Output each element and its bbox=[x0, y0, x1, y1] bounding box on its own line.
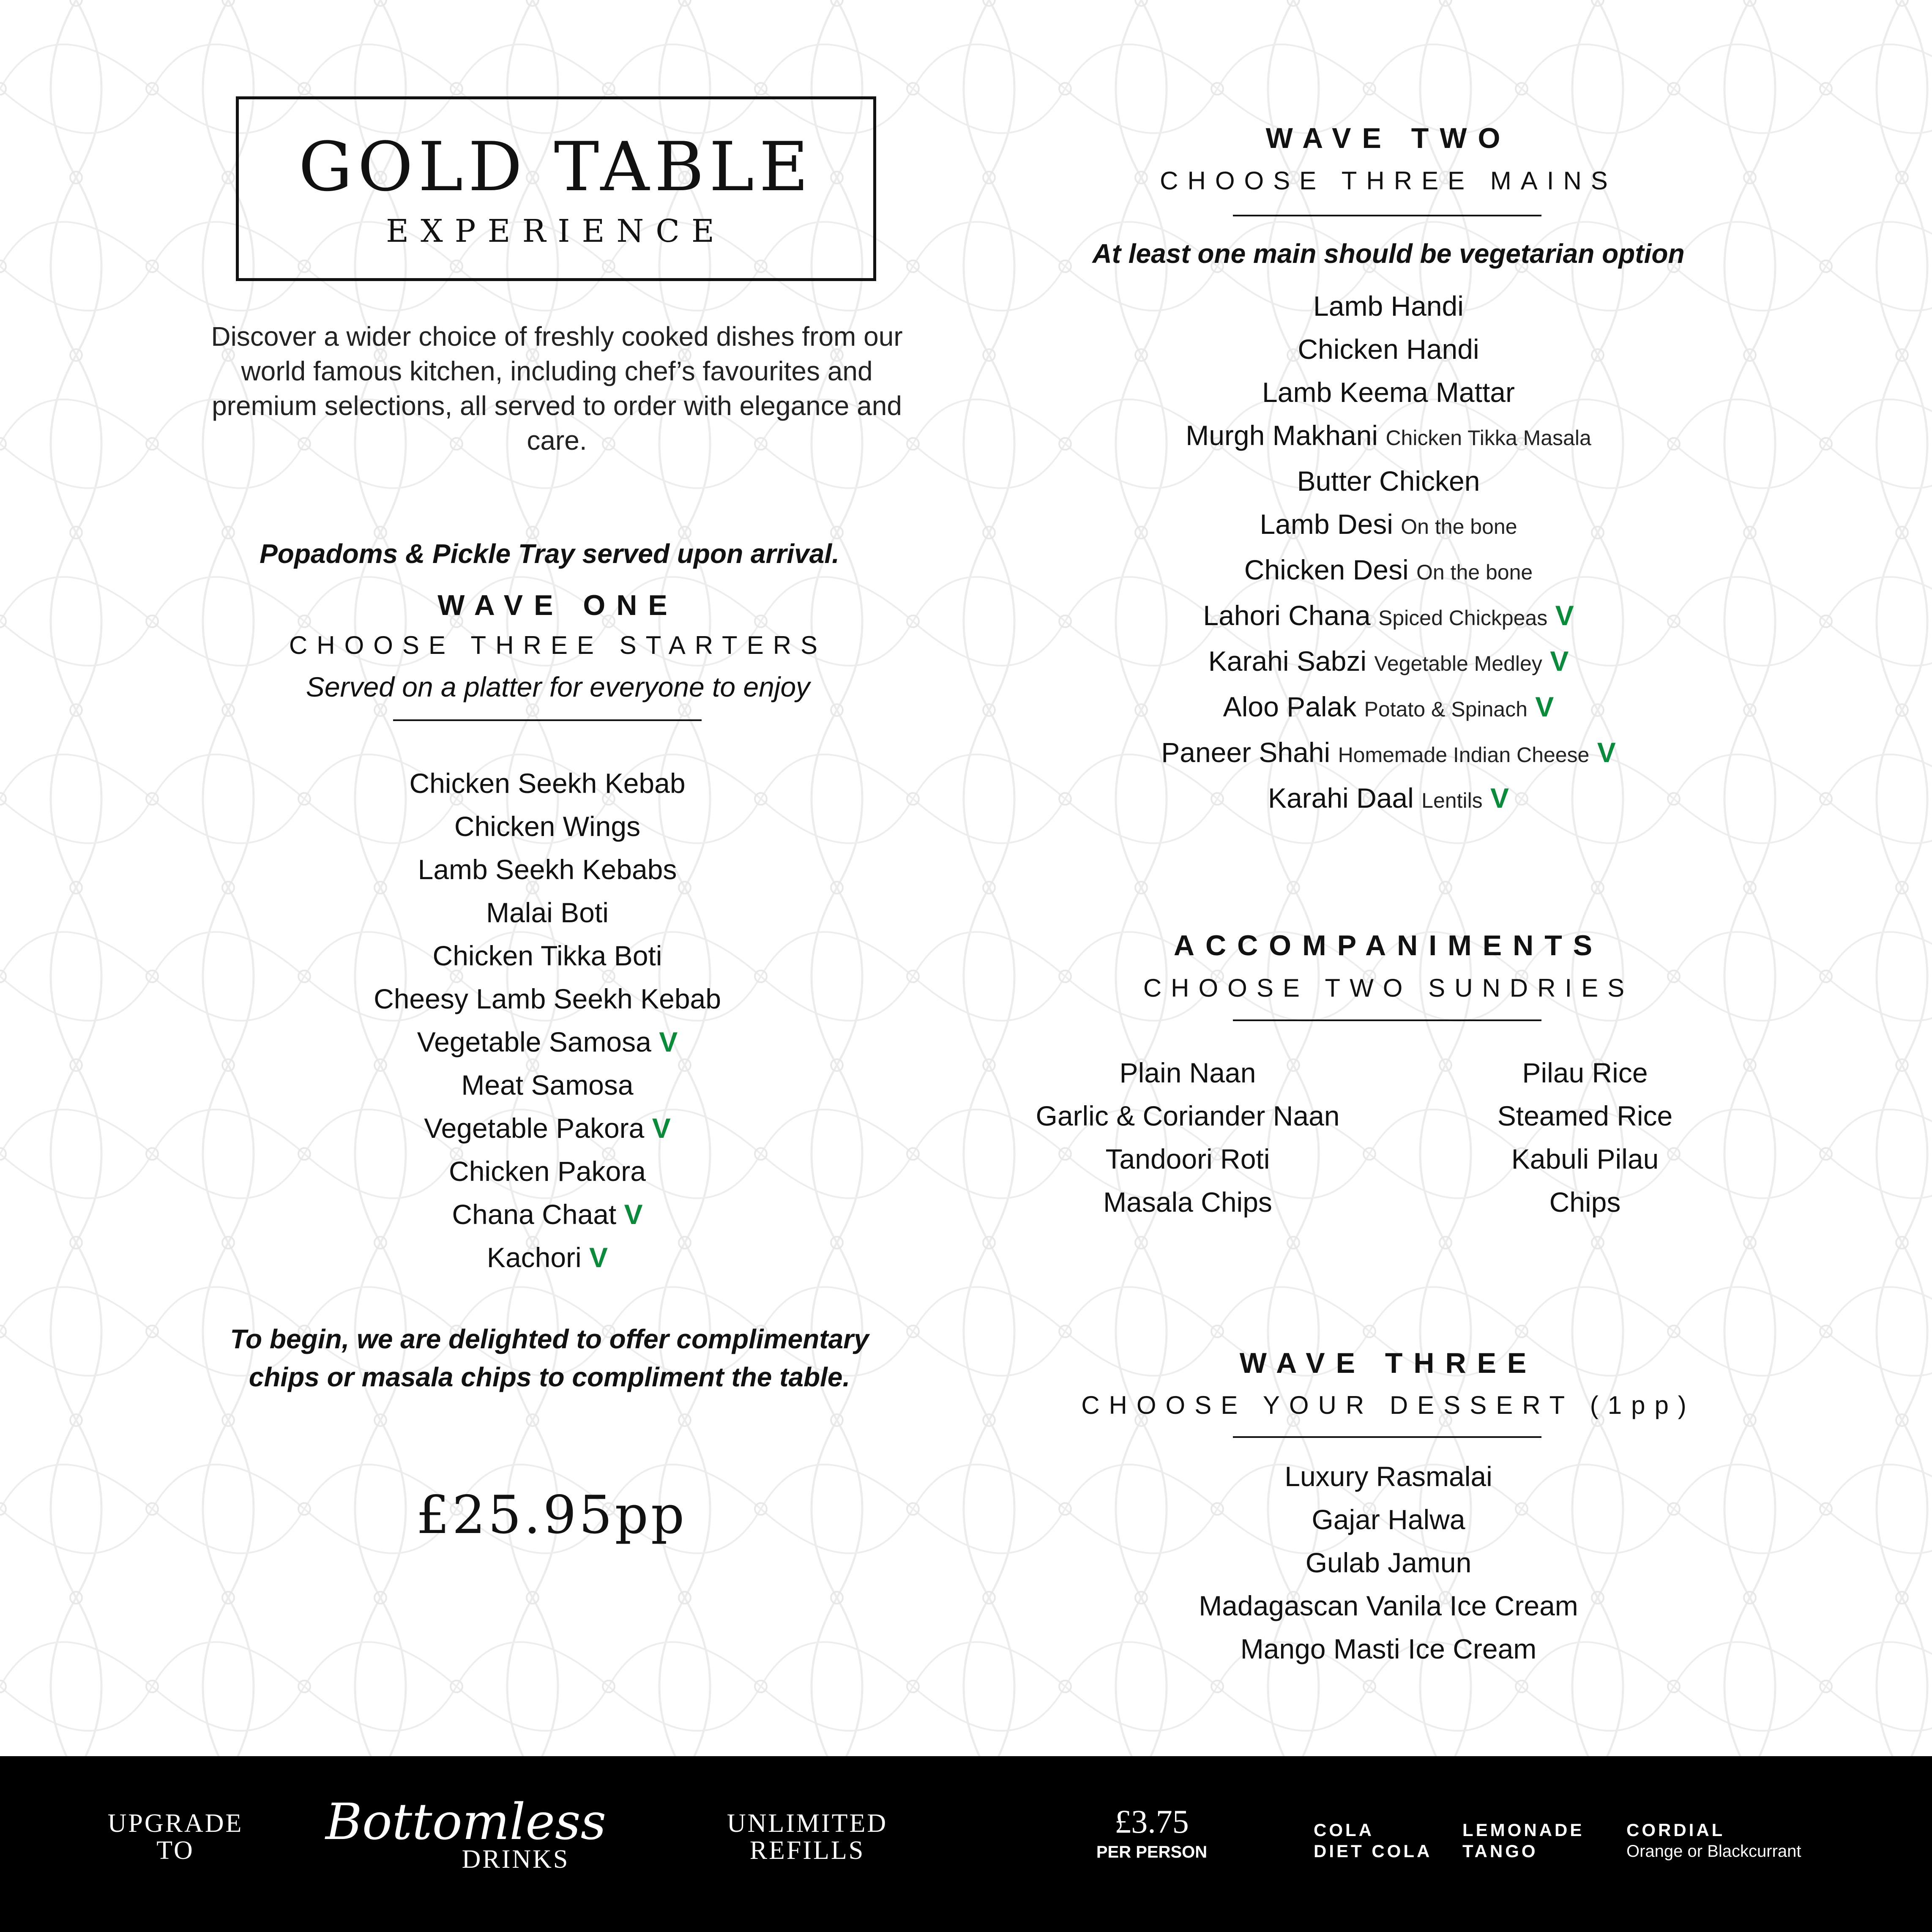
drink-diet-cola: DIET COLA bbox=[1314, 1841, 1432, 1861]
main-item-description: Vegetable Medley bbox=[1374, 652, 1542, 675]
main-item-name: Butter Chicken bbox=[1297, 465, 1480, 497]
drinks-column-2 bbox=[1462, 1820, 1584, 1862]
wave-three-divider bbox=[1233, 1436, 1541, 1438]
main-item-name: Paneer Shahi bbox=[1161, 737, 1331, 768]
main-item-description: Spiced Chickpeas bbox=[1378, 606, 1548, 630]
wave-one-subtitle: CHOOSE THREE STARTERS bbox=[289, 631, 827, 659]
main-item bbox=[985, 503, 1792, 548]
unlimited-line-2: REFILLS bbox=[749, 1836, 865, 1865]
unlimited-line-1: UNLIMITED bbox=[727, 1809, 888, 1838]
wave-one-note: Served on a platter for everyone to enjoy bbox=[306, 671, 810, 702]
dessert-item: Mango Masti Ice Cream bbox=[1240, 1633, 1537, 1664]
main-item bbox=[985, 731, 1792, 776]
bottomless-drinks-word: DRINKS bbox=[462, 1845, 570, 1874]
drinks-column-1 bbox=[1314, 1820, 1432, 1862]
brand-title: GOLD TABLE bbox=[298, 127, 814, 206]
intro-text: Discover a wider choice of freshly cooked dishes from our world famous kitchen, including chef’s favourites and premium selections, all served to order with elegance and care. bbox=[211, 321, 903, 456]
vegetarian-icon: V bbox=[659, 1026, 678, 1058]
upgrade-text bbox=[91, 1810, 260, 1864]
sundry-item: Masala Chips bbox=[1103, 1186, 1272, 1218]
vegetarian-icon: V bbox=[1555, 600, 1574, 631]
sundries-left-list bbox=[972, 1051, 1403, 1224]
main-item bbox=[985, 594, 1792, 639]
drinks-price-label: PER PERSON bbox=[1096, 1843, 1208, 1861]
drinks-bar bbox=[0, 1756, 1932, 1932]
dessert-item: Luxury Rasmalai bbox=[1284, 1461, 1492, 1492]
drink-cordial: CORDIAL bbox=[1626, 1820, 1725, 1840]
arrival-note: Popadoms & Pickle Tray served upon arrival. bbox=[260, 538, 839, 569]
main-item-name: Lahori Chana bbox=[1203, 600, 1371, 631]
starter-item-name: Meat Samosa bbox=[461, 1069, 634, 1101]
wave-three-subtitle: CHOOSE YOUR DESSERT (1pp) bbox=[1081, 1391, 1696, 1419]
main-item-name: Lamb Handi bbox=[1313, 290, 1464, 322]
starter-item bbox=[182, 762, 913, 805]
starter-item-name: Chicken Seekh Kebab bbox=[409, 768, 686, 799]
wave-two-note: At least one main should be vegetarian option bbox=[1092, 238, 1685, 269]
dessert-item: Gulab Jamun bbox=[1305, 1547, 1472, 1578]
main-item-name: Lamb Desi bbox=[1260, 508, 1393, 540]
main-item bbox=[985, 639, 1792, 685]
starter-item bbox=[182, 891, 913, 934]
complimentary-line-1: To begin, we are delighted to offer complimentary bbox=[230, 1324, 869, 1354]
main-item-name: Aloo Palak bbox=[1223, 691, 1357, 722]
main-item-name: Chicken Desi bbox=[1244, 554, 1409, 585]
sundry-item: Kabuli Pilau bbox=[1511, 1143, 1659, 1175]
starter-item bbox=[182, 934, 913, 977]
starter-item-name: Malai Boti bbox=[486, 897, 609, 928]
drinks-price: £3.75 bbox=[1115, 1803, 1189, 1840]
starter-item-name: Lamb Seekh Kebabs bbox=[418, 854, 677, 885]
sundry-item: Steamed Rice bbox=[1497, 1100, 1673, 1131]
starters-list bbox=[182, 762, 913, 1279]
main-item bbox=[985, 284, 1792, 328]
wave-one-divider bbox=[393, 719, 702, 721]
drink-lemonade: LEMONADE bbox=[1462, 1820, 1585, 1840]
wave-three-title: WAVE THREE bbox=[1239, 1347, 1538, 1379]
unlimited-refills bbox=[702, 1810, 913, 1864]
wave-two-divider bbox=[1233, 215, 1541, 216]
sundries-right-list bbox=[1395, 1051, 1775, 1224]
bottomless-script: Bottomless bbox=[325, 1793, 607, 1851]
main-item-description: Homemade Indian Cheese bbox=[1338, 743, 1590, 767]
starter-item bbox=[182, 1236, 913, 1279]
main-item bbox=[985, 459, 1792, 503]
starter-item bbox=[182, 1150, 913, 1193]
starter-item bbox=[182, 1193, 913, 1236]
wave-two-title: WAVE TWO bbox=[1265, 122, 1511, 154]
vegetarian-icon: V bbox=[1550, 645, 1569, 677]
drink-cola: COLA bbox=[1314, 1820, 1374, 1840]
complimentary-note bbox=[161, 1320, 938, 1396]
starter-item bbox=[182, 977, 913, 1020]
starter-item bbox=[182, 1063, 913, 1107]
starter-item bbox=[182, 848, 913, 891]
starter-item bbox=[182, 805, 913, 848]
sundry-item: Plain Naan bbox=[1119, 1057, 1256, 1088]
upgrade-line-2: TO bbox=[156, 1836, 194, 1865]
main-item bbox=[985, 414, 1792, 459]
main-item-name: Chicken Handi bbox=[1298, 333, 1479, 365]
main-item-description: On the bone bbox=[1401, 515, 1517, 538]
accompaniments-subtitle: CHOOSE TWO SUNDRIES bbox=[1143, 974, 1634, 1002]
starter-item-name: Chicken Wings bbox=[454, 811, 641, 842]
title-box bbox=[236, 96, 876, 281]
drinks-price-block bbox=[1086, 1803, 1217, 1864]
starter-item bbox=[182, 1107, 913, 1150]
starter-item bbox=[182, 1020, 913, 1063]
starter-item-name: Chicken Tikka Boti bbox=[432, 940, 662, 971]
accompaniments-title: ACCOMPANIMENTS bbox=[1173, 929, 1604, 962]
vegetarian-icon: V bbox=[624, 1199, 643, 1230]
desserts-list bbox=[985, 1455, 1792, 1670]
main-item-description: Lentils bbox=[1421, 789, 1483, 812]
main-item bbox=[985, 685, 1792, 731]
vegetarian-icon: V bbox=[1535, 691, 1554, 722]
starter-item-name: Chana Chaat bbox=[452, 1199, 617, 1230]
vegetarian-icon: V bbox=[589, 1242, 608, 1273]
main-item-name: Murgh Makhani bbox=[1186, 420, 1378, 451]
accompaniments-divider bbox=[1233, 1019, 1541, 1021]
main-item-name: Karahi Daal bbox=[1268, 782, 1414, 814]
vegetarian-icon: V bbox=[1490, 782, 1509, 814]
main-item-description: On the bone bbox=[1416, 560, 1533, 584]
main-item bbox=[985, 776, 1792, 822]
complimentary-line-2: chips or masala chips to compliment the table. bbox=[249, 1362, 850, 1392]
wave-two-subtitle: CHOOSE THREE MAINS bbox=[1160, 167, 1617, 195]
vegetarian-icon: V bbox=[652, 1112, 671, 1144]
dessert-item: Madagascan Vanila Ice Cream bbox=[1199, 1590, 1578, 1621]
dessert-item: Gajar Halwa bbox=[1312, 1504, 1465, 1535]
drinks-column-3 bbox=[1626, 1820, 1801, 1862]
drink-tango: TANGO bbox=[1462, 1841, 1538, 1861]
sundry-item: Garlic & Coriander Naan bbox=[1036, 1100, 1340, 1131]
drink-cordial-flavours: Orange or Blackcurrant bbox=[1626, 1842, 1801, 1861]
sundry-item: Chips bbox=[1549, 1186, 1621, 1218]
starter-item-name: Vegetable Samosa bbox=[417, 1026, 651, 1058]
main-item-description: Chicken Tikka Masala bbox=[1385, 426, 1591, 450]
main-item-name: Karahi Sabzi bbox=[1208, 645, 1366, 677]
vegetarian-icon: V bbox=[1597, 737, 1616, 768]
main-item bbox=[985, 371, 1792, 414]
main-item-description: Potato & Spinach bbox=[1364, 697, 1528, 721]
main-item bbox=[985, 548, 1792, 594]
brand-subtitle: EXPERIENCE bbox=[386, 213, 726, 249]
starter-item-name: Chicken Pakora bbox=[449, 1156, 646, 1187]
sundry-item: Pilau Rice bbox=[1522, 1057, 1648, 1088]
starter-item-name: Cheesy Lamb Seekh Kebab bbox=[374, 983, 721, 1014]
starter-item-name: Kachori bbox=[486, 1242, 582, 1273]
wave-one-title: WAVE ONE bbox=[437, 589, 678, 621]
sundry-item: Tandoori Roti bbox=[1105, 1143, 1270, 1175]
main-item-name: Lamb Keema Mattar bbox=[1262, 377, 1515, 408]
starter-item-name: Vegetable Pakora bbox=[424, 1112, 645, 1144]
main-item bbox=[985, 328, 1792, 371]
mains-list bbox=[985, 284, 1792, 822]
menu-price: £25.95pp bbox=[416, 1485, 687, 1546]
upgrade-line-1: UPGRADE bbox=[107, 1809, 243, 1838]
